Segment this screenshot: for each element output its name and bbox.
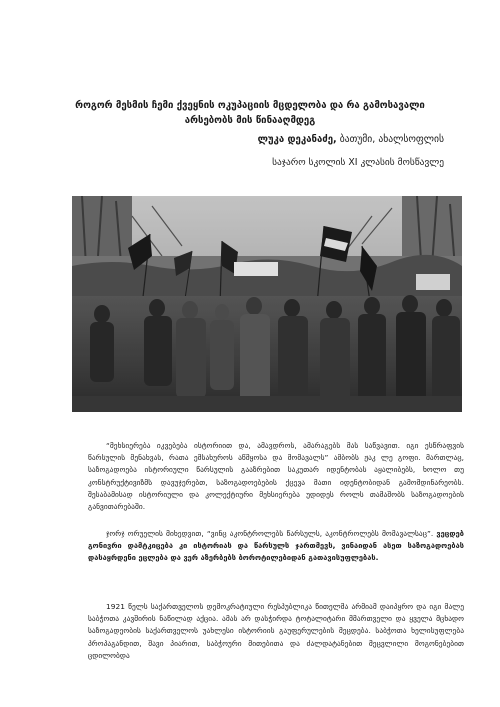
protest-photo-image bbox=[72, 196, 462, 412]
paragraph-1: “მეხსიერება იკვებება ისტორიით და, ამავდროს, ამარაგებს მას საწვავით. იგი ესწრაფვის წარსულის მენახვას, რათა ემსახუროს აწმყოსა და მომავალს” ამბობს ჟაკ ლე გოფი. მართლაც, საზოგადოება ისტორიული წარსულის გააზრებით საკუთარ იდენტობას აყალიბებს, ხოლო თუ კონსტრუქტივიზმს დავუჯერებთ, საზოგადოებების ქცევა მათი იდენტობიდან გამომდინარეობს. შესაბამისად ისტორიული და კოლექტიური მეხსიერება უდიდეს როლს თამაშობს საზოგადოების განვითარებაში. bbox=[88, 441, 464, 512]
author-name: ლუკა დეკანაძე, bbox=[257, 134, 337, 145]
paragraph-2 bbox=[88, 528, 464, 565]
author-school: საჯარო სკოლის XI კლასის მოსწავლე bbox=[272, 157, 444, 168]
paragraph-2-intro: ჯორჯ ორუელის მიხედვით, “ვინც აკონტროლებს წარსულს, აკონტროლებს მომავალსაც”. bbox=[106, 529, 437, 538]
paragraph-2-bold: ვეცდებ გონივრი დამტკიცება კი ისტორიას და წარსულს ჯართმევს, ვინაიდან ასეთ საზოგადოებას დასაყრდენი ეცლება და ვერ აზერბებს ბოროტილებიდან გათავისუფლებას. bbox=[88, 529, 464, 563]
author-place: ბათუმი, ახალსოფლის bbox=[336, 134, 444, 145]
author-line bbox=[258, 134, 444, 145]
article-title: როგორ მესმის ჩემი ქვეყნის ოკუპაციის მცდელობა და რა გამოსავალი არსებობს მის წინააღმდეგ bbox=[75, 100, 425, 126]
paragraph-3: 1921 წელს საქართველოს დემოკრატიული რესპუბლიკა წითელმა არმიამ დაიპყრო და იგი მალე საბჭოთა კავშირის ნაწილად აქცია. ამას არ დასჭირდა ტოტალიტარი მმართველი და ყველა მცხადო საზოგადეობის საქართველოს უახლესი ისტორიის გაუფერულების მეცდება. საბჭოთა ხელისუფლება პროპაგანდით, შავი პიარით, საბჭოური მითებითა და ძალდატანებით მეცვლილი მოგონებებით ცდილობდა bbox=[88, 602, 464, 660]
protest-photo bbox=[72, 196, 462, 412]
